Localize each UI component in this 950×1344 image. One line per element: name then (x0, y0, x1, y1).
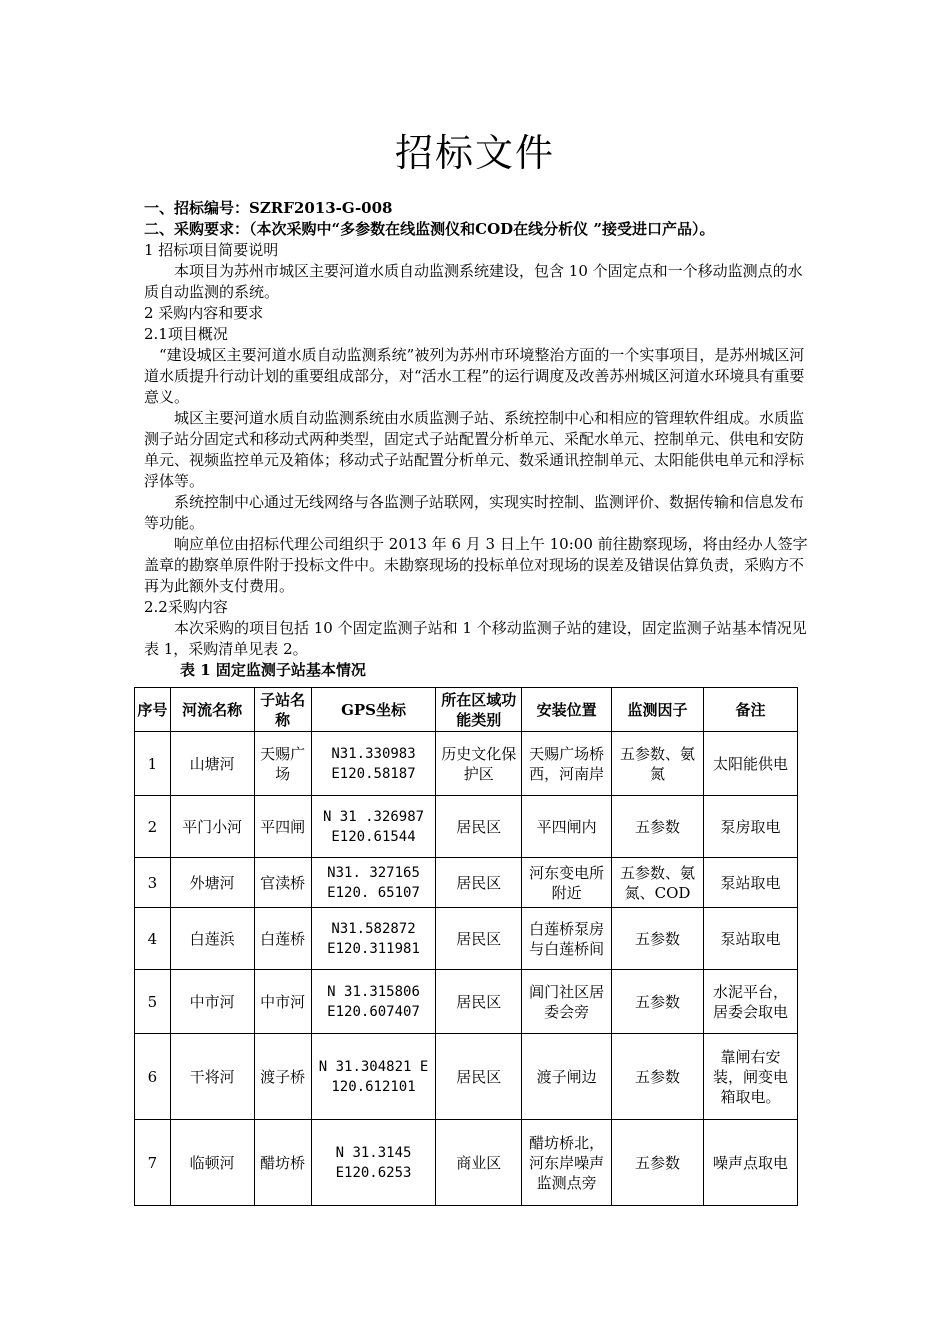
table-cell: 天赐广场桥西，河南岸 (522, 732, 612, 796)
table-cell: 干将河 (170, 1034, 254, 1120)
monitoring-stations-table (134, 687, 798, 1206)
header-cell: 所在区域功能类别 (436, 688, 522, 732)
table-cell: 商业区 (436, 1120, 522, 1206)
document-body (144, 198, 812, 681)
table-cell: 靠闸右安装，闸变电箱取电。 (703, 1034, 797, 1120)
table-cell: 太阳能供电 (703, 732, 797, 796)
table-row (135, 796, 798, 858)
table-cell: 居民区 (436, 970, 522, 1034)
section-heading-1: 1 招标项目简要说明 (144, 241, 279, 259)
table-row (135, 1120, 798, 1206)
table-cell: 白莲桥 (254, 908, 311, 970)
table-cell: 五参数 (612, 1120, 704, 1206)
table-cell: 五参数、氨氮、COD (612, 858, 704, 908)
table-cell: N31.330983 E120.58187 (311, 732, 436, 796)
table-cell: 水泥平台，居委会取电 (703, 970, 797, 1034)
table-row (135, 1034, 798, 1120)
table-cell: 6 (135, 1034, 171, 1120)
procurement-requirement-line: 二、采购要求：（本次采购中“多参数在线监测仪和COD在线分析仪 ”接受进口产品）。 (144, 220, 715, 238)
table-cell: 泵站取电 (703, 858, 797, 908)
table-cell: 居民区 (436, 796, 522, 858)
table-cell: 阊门社区居委会旁 (522, 970, 612, 1034)
table-cell: 平门小河 (170, 796, 254, 858)
table-cell: 历史文化保护区 (436, 732, 522, 796)
header-cell: 安装位置 (522, 688, 612, 732)
header-cell: 监测因子 (612, 688, 704, 732)
table-cell: N 31.3145 E120.6253 (311, 1120, 436, 1206)
table-cell: 五参数 (612, 970, 704, 1034)
table-caption: 表 1 固定监测子站基本情况 (180, 661, 366, 679)
table-cell: 五参数 (612, 1034, 704, 1120)
table-cell: 外塘河 (170, 858, 254, 908)
table-cell: N31. 327165 E120. 65107 (311, 858, 436, 908)
table-cell: 醋坊桥 (254, 1120, 311, 1206)
table-row (135, 732, 798, 796)
table-cell: 五参数 (612, 908, 704, 970)
header-cell: GPS坐标 (311, 688, 436, 732)
table-row (135, 970, 798, 1034)
table-cell: 渡子桥 (254, 1034, 311, 1120)
table-cell: N 31.315806 E120.607407 (311, 970, 436, 1034)
table-cell: 居民区 (436, 1034, 522, 1120)
section-heading-2-1: 2.1项目概况 (144, 325, 228, 343)
table-cell: 泵房取电 (703, 796, 797, 858)
section-heading-2: 2 采购内容和要求 (144, 304, 264, 322)
document-title: 招标文件 (394, 131, 555, 175)
paragraph-4: 系统控制中心通过无线网络与各监测子站联网，实现实时控制、监测评价、数据传输和信息发布等功能。 (144, 493, 805, 532)
table-cell: 2 (135, 796, 171, 858)
table-cell: N 31.304821 E 120.612101 (311, 1034, 436, 1120)
table-cell: 白莲桥泵房与白莲桥间 (522, 908, 612, 970)
paragraph-5: 响应单位由招标代理公司组织于 2013 年 6 月 3 日上午 10:00 前往勘察现场，将由经办人签字盖章的勘察单原件附于投标文件中。未勘察现场的投标单位对现场的误差及错误估算负责，采购方不再为此额外支付费用。 (144, 535, 808, 595)
section-heading-2-2: 2.2采购内容 (144, 598, 228, 616)
table-cell: N31.582872 E120.311981 (311, 908, 436, 970)
table-cell: 山塘河 (170, 732, 254, 796)
header-cell: 河流名称 (170, 688, 254, 732)
table-cell: 官渎桥 (254, 858, 311, 908)
paragraph-2: “建设城区主要河道水质自动监测系统”被列为苏州市环境整治方面的一个实事项目，是苏州城区河道水质提升行动计划的重要组成部分，对“活水工程”的运行调度及改善苏州城区河道水环境具有重要意义。 (144, 346, 805, 406)
table-cell: 五参数 (612, 796, 704, 858)
header-cell: 子站名称 (254, 688, 311, 732)
table-row (135, 908, 798, 970)
table-cell: 7 (135, 1120, 171, 1206)
tender-number-line: 一、招标编号：SZRF2013-G-008 (144, 199, 393, 217)
table-cell: 泵站取电 (703, 908, 797, 970)
table-cell: 渡子闸边 (522, 1034, 612, 1120)
table-header-row (135, 688, 798, 732)
table-row (135, 858, 798, 908)
table-cell: 3 (135, 858, 171, 908)
table-cell: 醋坊桥北，河东岸噪声监测点旁 (522, 1120, 612, 1206)
table-cell: 中市河 (254, 970, 311, 1034)
table-cell: 天赐广场 (254, 732, 311, 796)
table-cell: 5 (135, 970, 171, 1034)
table-cell: 噪声点取电 (703, 1120, 797, 1206)
header-cell: 备注 (703, 688, 797, 732)
table-cell: 五参数、氨氮 (612, 732, 704, 796)
table-cell: 4 (135, 908, 171, 970)
paragraph-3: 城区主要河道水质自动监测系统由水质监测子站、系统控制中心和相应的管理软件组成。水质监测子站分固定式和移动式两种类型，固定式子站配置分析单元、采配水单元、控制单元、供电和安防单元、视频监控单元及箱体；移动式子站配置分析单元、数采通讯控制单元、太阳能供电单元和浮标浮体等。 (144, 409, 805, 490)
table-cell: 中市河 (170, 970, 254, 1034)
table-cell: 平四闸 (254, 796, 311, 858)
table-cell: 居民区 (436, 858, 522, 908)
table-cell: 白莲浜 (170, 908, 254, 970)
table-cell: 居民区 (436, 908, 522, 970)
table-cell: 1 (135, 732, 171, 796)
table-cell: 平四闸内 (522, 796, 612, 858)
paragraph-6: 本次采购的项目包括 10 个固定监测子站和 1 个移动监测子站的建设，固定监测子站基本情况见表 1，采购清单见表 2。 (144, 619, 807, 658)
table-cell: 临顿河 (170, 1120, 254, 1206)
header-cell: 序号 (135, 688, 171, 732)
table-cell: N 31 .326987 E120.61544 (311, 796, 436, 858)
paragraph-1: 本项目为苏州市城区主要河道水质自动监测系统建设，包含 10 个固定点和一个移动监测点的水质自动监测的系统。 (144, 262, 803, 301)
table-cell: 河东变电所附近 (522, 858, 612, 908)
